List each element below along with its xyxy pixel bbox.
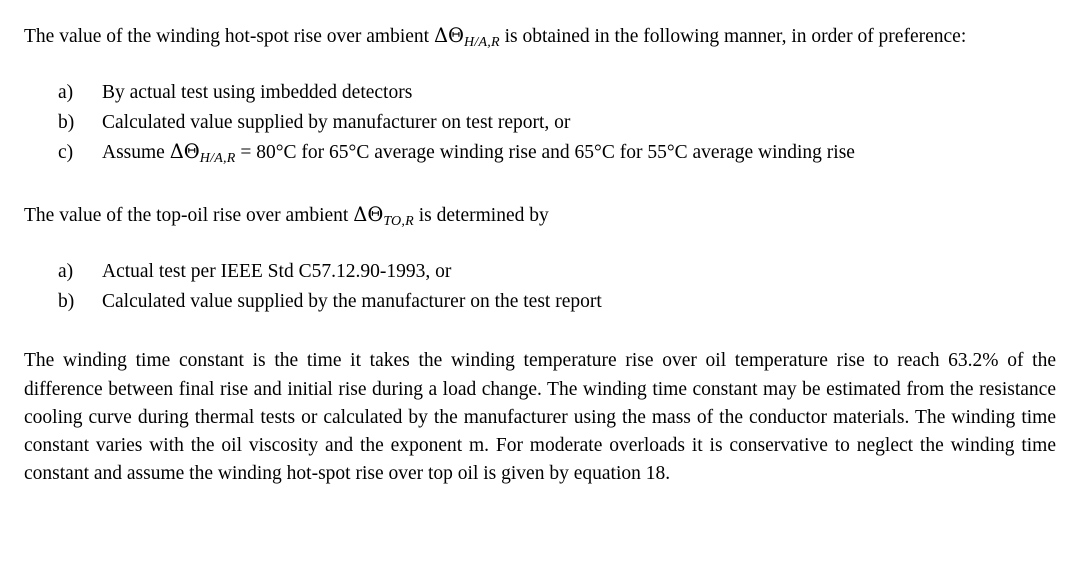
top-oil-text-after: is determined by: [413, 205, 549, 227]
list-item-prefix: Assume: [102, 142, 170, 164]
list-item-label: [102, 138, 1056, 169]
top-oil-text-before: The value of the top-oil rise over ambient: [24, 205, 354, 227]
spacer-4: [24, 317, 1056, 347]
list-marker: c): [58, 142, 74, 164]
list-item-label: Actual test per IEEE Std C57.12.90-1993, or: [102, 260, 452, 282]
list-item: [58, 79, 1056, 107]
delta-theta-subscript: H/A,R: [199, 150, 236, 167]
list-item-label: By actual test using imbedded detectors: [102, 81, 413, 103]
symbol-delta-theta-har-inline: [433, 24, 500, 50]
spacer-1: [24, 53, 1056, 79]
list-item-suffix: = 80°C for 65°C average winding rise and 65°C for 55°C average winding rise: [235, 142, 855, 164]
intro-text-after: is obtained in the following manner, in order of preference:: [499, 26, 967, 47]
delta-theta-subscript: H/A,R: [464, 33, 500, 50]
list-item-label: Calculated value supplied by manufacturer on test report, or: [102, 111, 571, 133]
list-marker: a): [58, 81, 74, 103]
list-item: [58, 288, 1056, 316]
list-marker: b): [58, 111, 75, 133]
determination-list: [24, 258, 1056, 315]
list-item: [58, 258, 1056, 286]
list-marker: b): [58, 290, 75, 312]
list-item: [58, 109, 1056, 137]
winding-time-constant-paragraph: The winding time constant is the time it takes the winding temperature rise over oil temperature rise to reach 63.2% of the difference between final rise and initial rise during a load change. The winding time constant may be estimated from the resistance cooling curve during thermal tests or calculated by the manufacturer using the mass of the conductor materials. The winding time constant varies with the oil viscosity and the exponent m. For moderate overloads it is conservative to neglect the winding time constant and assume the winding hot-spot rise over top oil is given by equation 18.: [24, 350, 1056, 485]
intro-text-before: The value of the winding hot-spot rise over ambient: [24, 26, 434, 47]
delta-theta-symbol: ΔΘ: [353, 203, 384, 227]
delta-theta-subscript: TO,R: [383, 213, 414, 230]
symbol-delta-theta-har-inline: [169, 140, 236, 167]
delta-theta-symbol: ΔΘ: [169, 140, 200, 164]
symbol-delta-theta-tor-inline: [353, 203, 414, 230]
preference-list: [24, 79, 1056, 169]
spacer-3: [24, 232, 1056, 258]
list-marker: a): [58, 260, 74, 282]
spacer-2: [24, 171, 1056, 201]
list-item-label: Calculated value supplied by the manufacturer on the test report: [102, 290, 602, 312]
top-oil-paragraph: [24, 201, 1056, 232]
intro-paragraph: [24, 22, 1056, 53]
list-item: [58, 138, 1056, 169]
delta-theta-symbol: ΔΘ: [433, 24, 465, 47]
